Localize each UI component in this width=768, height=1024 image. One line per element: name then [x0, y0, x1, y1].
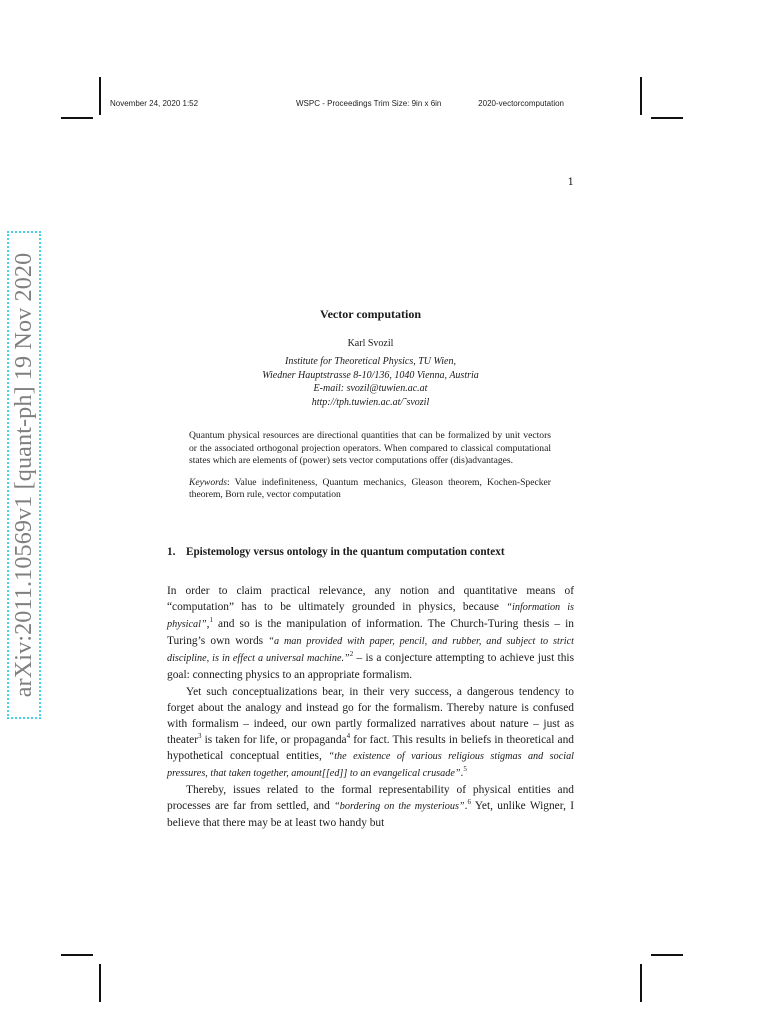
keywords-label: Keywords	[189, 476, 228, 488]
crop-mark-top-right-horizontal	[651, 117, 683, 119]
affiliation-block	[167, 355, 574, 409]
paragraph-1-text: – is a conjecture attempting to achieve just this goal: connecting physics to an appropriate formalism.	[167, 652, 574, 682]
section-heading	[167, 545, 574, 560]
affiliation-url: http://tph.tuwien.ac.at/˜svozil	[311, 396, 430, 408]
footnote-ref-5[interactable]: 5	[463, 765, 467, 774]
paragraph-3	[167, 782, 574, 831]
running-head-trim: WSPC - Proceedings Trim Size: 9in x 6in	[296, 99, 442, 108]
footnote-ref-3[interactable]: 3	[198, 732, 202, 741]
paragraph-1	[167, 583, 574, 684]
affiliation-email: E-mail: svozil@tuwien.ac.at	[313, 383, 428, 394]
crop-mark-top-left-horizontal	[61, 117, 93, 119]
paragraph-2-text: Yet such conceptualizations bear, in their very success, a dangerous tendency to forget about the analogy and instead go for the formalism. Thereby nature is confused with formalism – indeed, our own partly formalized narratives about nature – just as theater	[167, 685, 574, 746]
crop-mark-bottom-right-vertical	[640, 964, 642, 1002]
running-head	[110, 99, 564, 111]
quote-turing: “a man provided with paper, pencil, and rubber, and subject to strict discipline, is in effect a universal machine.”	[167, 636, 574, 665]
paragraph-2	[167, 684, 574, 783]
paragraph-2-text: .	[460, 767, 464, 780]
arxiv-stamp[interactable]	[7, 231, 41, 719]
crop-mark-top-right-vertical	[640, 77, 642, 115]
footnote-ref-1[interactable]: 1	[209, 616, 213, 625]
affiliation-institute: Institute for Theoretical Physics, TU Wien,	[284, 356, 456, 367]
running-head-file: 2020-vectorcomputation	[478, 99, 564, 108]
footnote-ref-6[interactable]: 6	[467, 798, 471, 807]
crop-mark-top-left-vertical	[99, 77, 101, 115]
quote-bordering-mysterious: “bordering on the mysterious”	[334, 801, 465, 813]
paragraph-2-text: for fact. This results in beliefs in theoretical and hypothetical conceptual entities,	[167, 733, 574, 762]
arxiv-stamp-text[interactable]: arXiv:2011.10569v1 [quant-ph] 19 Nov 2020	[10, 252, 37, 698]
paragraph-1-text: In order to claim practical relevance, any notion and quantitative means of “computation” has to be ultimately grounded in physics, because	[167, 585, 574, 614]
section-number: 1.	[167, 546, 176, 558]
paragraph-1-text: and so is the manipulation of information. The Church-Turing thesis – in Turing’s own words	[167, 618, 574, 648]
crop-mark-bottom-right-horizontal	[651, 954, 683, 956]
paper-title: Vector computation	[320, 307, 421, 321]
paragraph-1-text: ,	[206, 618, 210, 631]
body-text	[167, 583, 574, 831]
crop-mark-bottom-left-vertical	[99, 964, 101, 1002]
page-number: 1	[567, 177, 574, 188]
abstract	[189, 430, 551, 502]
paragraph-3-text: .	[464, 800, 468, 813]
crop-mark-bottom-left-horizontal	[61, 954, 93, 956]
quote-information-physical: “information is physical”	[167, 602, 575, 631]
footnote-ref-2[interactable]: 2	[349, 650, 354, 659]
paragraph-3-text: Yet, unlike Wigner, I believe that there may be at least two handy but	[167, 800, 575, 830]
paragraph-2-text: is taken for life, or propaganda	[201, 733, 347, 746]
keywords-text: : Value indefiniteness, Quantum mechanics, Gleason theorem, Kochen-Specker theorem, Born rule, vector computation	[189, 476, 551, 501]
running-head-date: November 24, 2020 1:52	[110, 99, 199, 108]
section-title: Epistemology versus ontology in the quantum computation context	[186, 546, 505, 558]
keywords	[189, 477, 551, 502]
footnote-ref-4[interactable]: 4	[346, 732, 351, 741]
quote-evangelical-crusade: “the existence of various religious stigmas and social pressures, that taken together, amount[[ed]] to an evangelical crusade”	[167, 750, 574, 780]
author-name: Karl Svozil	[347, 338, 394, 349]
paragraph-3-text: Thereby, issues related to the formal representability of physical entities and processes are far from settled, and	[167, 784, 574, 813]
abstract-text: Quantum physical resources are directional quantities that can be formalized by unit vectors or the associated orthogonal projection operators. When compared to classical computational states which are elements of (power) sets vector computations offer (dis)advantages.	[189, 430, 551, 467]
affiliation-address: Wiedner Hauptstrasse 8-10/136, 1040 Vienna, Austria	[262, 369, 479, 381]
